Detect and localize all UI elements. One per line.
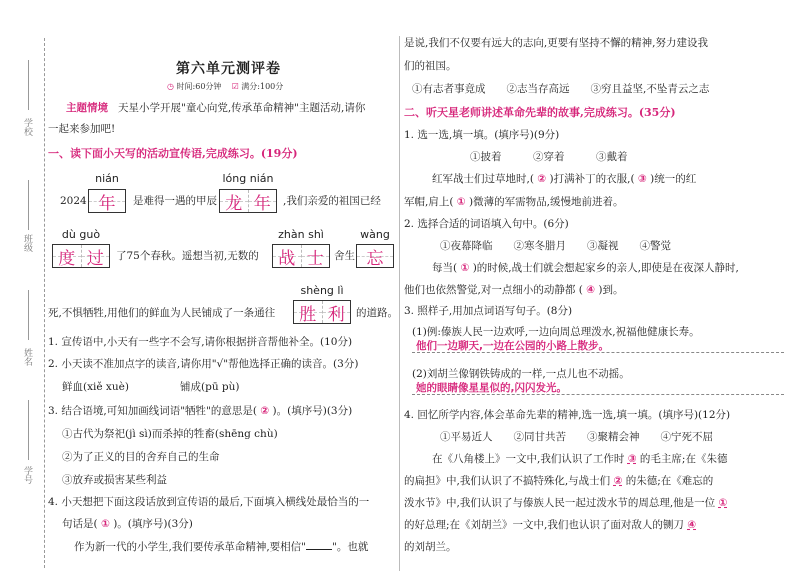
exam-score: 满分:100分 bbox=[241, 82, 284, 91]
section-1-heading: 一、读下面小天写的活动宣传语,完成练习。(19分) bbox=[48, 147, 298, 160]
q2-4-line-2: 的扁担》中,我们认识了不搞特殊化,与战士们 ② 的朱德;在《难忘的 bbox=[404, 475, 714, 487]
q2-1-options: ①披着 ②穿着 ③戴着 bbox=[470, 151, 628, 163]
pinyin-shengli: shèng lì bbox=[300, 284, 344, 297]
box-nian[interactable]: 年 bbox=[88, 189, 126, 213]
q3-option-1: ①古代为祭祀(jì sì)而杀掉的牲畜(shēng chù) bbox=[62, 428, 278, 440]
q2-3-example-1: (1)例:傣族人民一边欢呼,一边向周总理泼水,祝福他健康长寿。 bbox=[412, 326, 700, 338]
q4-answer: ① bbox=[100, 518, 110, 530]
q2-2-options: ①夜幕降临 ②寒冬腊月 ③凝视 ④警觉 bbox=[440, 240, 671, 252]
q2-4-line-3: 泼水节》中,我们认识了与傣族人民一起过泼水节的周总理,他是一位 ① bbox=[404, 497, 728, 509]
question-1-1: 1. 宣传语中,小天有一些字不会写,请你根据拼音帮他补全。(10分) bbox=[48, 336, 353, 348]
q2-2-line-1: 每当( ① )的时候,战士们就会想起家乡的亲人,即使是在夜深人静时, bbox=[432, 262, 739, 274]
margin-label-name: 姓名 bbox=[22, 348, 32, 366]
q2-2-line-2: 他们也依然警觉,对一点细小的动静都 ( ④ )到。 bbox=[404, 284, 624, 296]
q2-3-answer-2[interactable]: 她的眼睛像星星似的,闪闪发光。 bbox=[412, 378, 784, 395]
exam-time: 时间:60分钟 bbox=[176, 82, 222, 91]
margin-school-blank bbox=[28, 60, 29, 110]
q2-3-answer-1[interactable]: 他们一边聊天,一边在公园的小路上散步。 bbox=[412, 336, 784, 353]
intro-line-2: 一起来参加吧! bbox=[48, 123, 116, 135]
theme-label: 主题情境 bbox=[66, 102, 108, 114]
q2-4-line-1: 在《八角楼上》一文中,我们认识了工作时 ③ 的毛主席;在《朱德 bbox=[432, 453, 728, 465]
box-duguo[interactable]: 度 过 bbox=[52, 244, 110, 268]
margin-number-blank bbox=[28, 400, 29, 460]
q2-3-example-2: (2)刘胡兰像钢铁铸成的一样,一点儿也不动摇。 bbox=[412, 368, 630, 380]
pinyin-zhanshi: zhàn shì bbox=[278, 228, 324, 241]
checkbox-icon: ☑ bbox=[231, 82, 239, 91]
question-2-1: 1. 选一选,填一填。(填序号)(9分) bbox=[404, 129, 560, 141]
margin-label-school: 学校 bbox=[22, 118, 32, 136]
clock-icon: ◷ bbox=[167, 82, 174, 91]
exam-meta bbox=[167, 81, 283, 92]
p1-prefix: 2024 bbox=[60, 195, 87, 207]
p3-suffix: 的道路。 bbox=[356, 307, 398, 319]
question-2-4: 4. 回忆所学内容,体会革命先辈的精神,选一选,填一填。(填序号)(12分) bbox=[404, 409, 731, 421]
q4-passage: 作为新一代的小学生,我们要传承革命精神,要相信" "。也就 bbox=[74, 541, 369, 553]
question-1-3: 3. 结合语境,可知加画线词语"牺牲"的意思是( ② )。(填序号)(3分) bbox=[48, 405, 353, 417]
p3-text: 死,不惧牺牲,用他们的鲜血为人民铺成了一条通往 bbox=[48, 307, 276, 319]
cut-line bbox=[44, 38, 45, 568]
pinyin-duguo: dù guò bbox=[61, 228, 101, 241]
intro-line-1: 主题情境 天星小学开展"童心向党,传承革命精神"主题活动,请你 bbox=[66, 102, 366, 114]
pinyin-longnian: lóng nián bbox=[222, 172, 274, 185]
q3-answer: ② bbox=[260, 405, 270, 417]
margin-class-blank bbox=[28, 180, 29, 230]
passage-cont-1: 是说,我们不仅要有远大的志向,更要有坚持不懈的精神,努力建设我 bbox=[404, 37, 709, 49]
p1-middle: 是难得一遇的甲辰 bbox=[133, 195, 217, 207]
margin-label-class: 班级 bbox=[22, 234, 32, 252]
margin-name-blank bbox=[28, 290, 29, 340]
q4-passage-blank[interactable] bbox=[306, 549, 332, 550]
q2-4-line-4: 的好总理;在《刘胡兰》一文中,我们也认识了面对敌人的铡刀 ④ bbox=[404, 519, 697, 531]
q2-word-puchen: 铺成(pū pù) bbox=[180, 381, 240, 393]
p2-suffix: 舍生 bbox=[334, 250, 355, 262]
margin-label-number: 学号 bbox=[22, 466, 32, 484]
passage-cont-2: 们的祖国。 bbox=[404, 60, 457, 72]
q2-word-xianxue: 鲜血(xiě xuè) bbox=[62, 381, 129, 393]
question-2-3: 3. 照样子,用加点词语写句子。(8分) bbox=[404, 305, 573, 317]
q2-1-line-2: 军帽,肩上( ① )微薄的军需物品,缓慢地前进着。 bbox=[404, 196, 624, 208]
section-2-heading: 二、听天星老师讲述革命先辈的故事,完成练习。(35分) bbox=[404, 106, 676, 119]
binding-margin bbox=[0, 0, 44, 583]
pinyin-nian: nián bbox=[95, 172, 119, 185]
p2-text: 了75个春秋。遥想当初,无数的 bbox=[116, 250, 259, 262]
q3-option-2: ②为了正义的目的舍弃自己的生命 bbox=[62, 451, 220, 463]
question-1-4: 4. 小天想把下面这段话放到宣传语的最后,下面填入横线处最恰当的一 bbox=[48, 496, 370, 508]
q4-answer-line: 句话是( ① )。(填序号)(3分) bbox=[62, 518, 193, 530]
page-title: 第六单元测评卷 bbox=[176, 61, 281, 77]
q2-4-line-5: 的刘胡兰。 bbox=[404, 541, 457, 553]
box-zhanshi[interactable]: 战 士 bbox=[272, 244, 330, 268]
q2-1-line-1: 红军战士们过草地时,( ② )打满补丁的衣服,( ③ )统一的红 bbox=[432, 173, 697, 185]
question-1-2: 2. 小天读不准加点字的读音,请你用"√"帮他选择正确的读音。(3分) bbox=[48, 358, 359, 370]
column-divider bbox=[399, 36, 400, 571]
box-shengli[interactable]: 胜 利 bbox=[293, 300, 351, 324]
pinyin-wang: wàng bbox=[360, 228, 390, 241]
q3-option-3: ③放弃或损害某些利益 bbox=[62, 474, 167, 486]
box-longnian[interactable]: 龙 年 bbox=[219, 189, 277, 213]
box-wang[interactable]: 忘 bbox=[356, 244, 394, 268]
question-2-2: 2. 选择合适的词语填入句中。(6分) bbox=[404, 218, 569, 230]
p1-suffix: ,我们亲爱的祖国已经 bbox=[283, 195, 381, 207]
q2-4-options: ①平易近人 ②同甘共苦 ③聚精会神 ④宁死不屈 bbox=[440, 431, 713, 443]
passage-options: ①有志者事竟成 ②志当存高远 ③穷且益坚,不坠青云之志 bbox=[412, 83, 710, 95]
